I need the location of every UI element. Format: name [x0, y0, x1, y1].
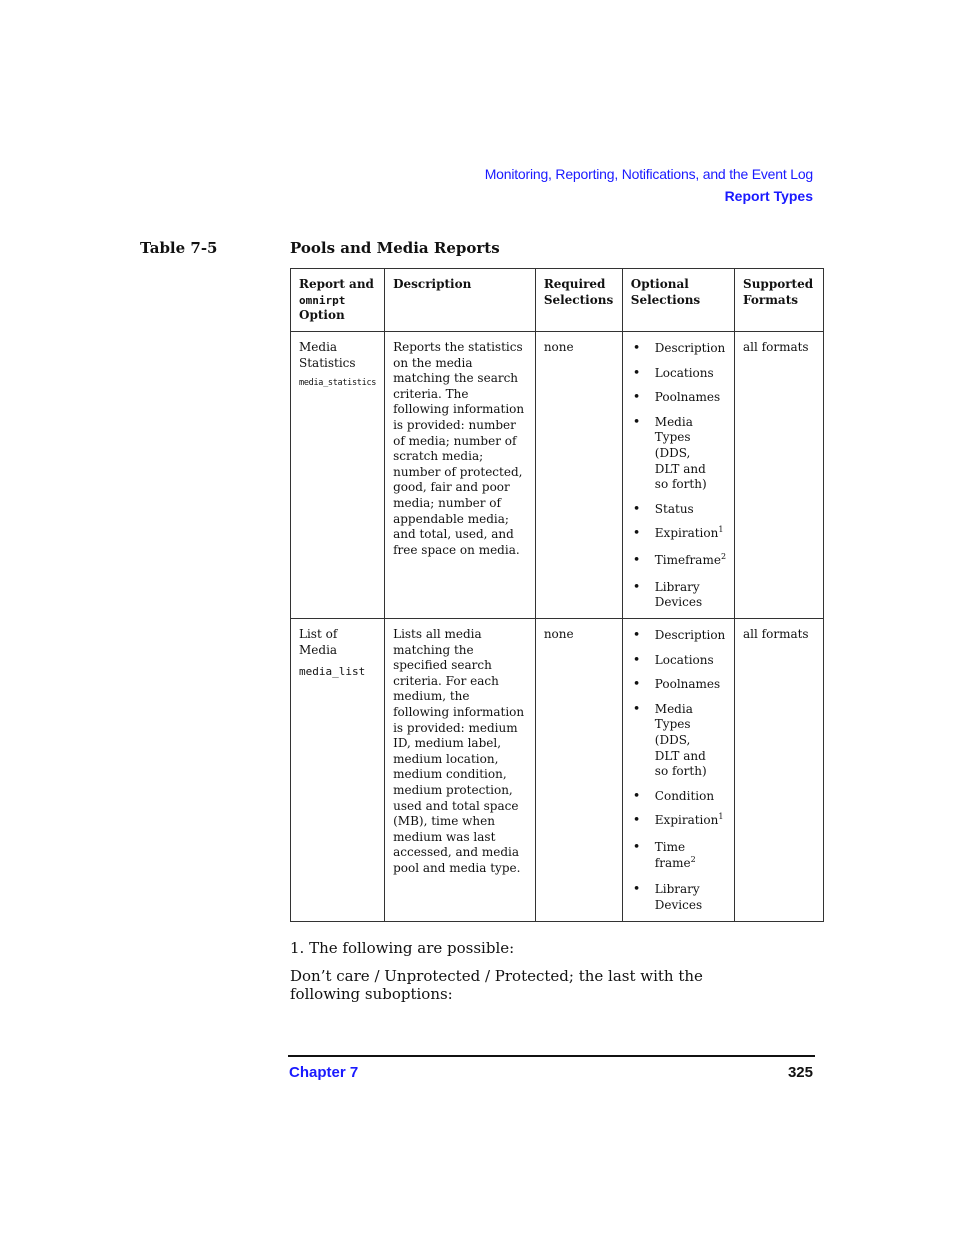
list-item: • Timeframe$^2$ [632, 551, 727, 568]
list-item: • Locations [632, 365, 714, 381]
list-item: • Expiration$^1$ [632, 812, 724, 829]
list-item: • Library Devices [632, 882, 703, 912]
description-cell: Reports the statistics on the media matching the search criteria. The following information is provided: number of media; number of scratch media; number of protected, good, fair and poor media; number of appendable media; and total, used, and free space on media. [385, 332, 536, 619]
table-row [291, 619, 824, 922]
running-header-section: Monitoring, Reporting, Notifications, and the Event Log [484, 166, 813, 182]
footer-rule [288, 1055, 815, 1057]
optional-cell [622, 619, 734, 922]
optional-cell [622, 332, 734, 619]
formats-cell: all formats [735, 332, 824, 619]
header-report-option: Report and omnirpt Option [291, 269, 385, 332]
table-header-row [291, 269, 824, 332]
footnote-1: 1. The following are possible: [290, 939, 515, 957]
optional-list [631, 628, 726, 913]
optional-list [631, 341, 726, 611]
list-item: • Media Types (DDS, DLT and so forth) [632, 701, 707, 779]
list-item: • Poolnames [632, 677, 721, 693]
table-row [291, 332, 824, 619]
list-item: • Poolnames [632, 390, 721, 406]
formats-cell: all formats [735, 619, 824, 922]
report-name-cell [291, 332, 385, 619]
list-item: • Time frame$^2$ [632, 839, 696, 870]
header-optional-selections: Optional Selections [622, 269, 734, 332]
table-title: Pools and Media Reports [290, 239, 500, 257]
list-item: • Condition [632, 788, 715, 804]
report-name: Media Statistics [299, 340, 356, 370]
header-description: Description [385, 269, 536, 332]
list-item: • Description [632, 341, 726, 356]
footer-chapter: Chapter 7 [289, 1064, 359, 1081]
required-cell: none [535, 332, 622, 619]
footnote-text: Don’t care / Unprotected / Protected; the last with the following suboptions: [290, 967, 703, 1003]
required-cell: none [535, 619, 622, 922]
description-cell: Lists all media matching the specified search criteria. For each medium, the following information is provided: medium ID, medium label, medium location, medium condition, medium protection, used and total space (MB), time when medium was last accessed, and media pool and media type. [385, 619, 536, 922]
header-required-selections: Required Selections [535, 269, 622, 332]
report-name-cell [291, 619, 385, 922]
page-number: 325 [787, 1064, 813, 1081]
pools-media-reports-table [290, 268, 824, 922]
list-item: • Description [632, 628, 726, 643]
running-header-subsection: Report Types [724, 188, 813, 204]
list-item: • Locations [632, 652, 714, 668]
report-option: media_list [299, 665, 366, 679]
header-supported-formats: Supported Formats [735, 269, 824, 332]
list-item: • Expiration$^1$ [632, 525, 724, 542]
report-option: media_statistics [299, 378, 377, 389]
list-item: • Media Types (DDS, DLT and so forth) [632, 414, 707, 492]
list-item: • Library Devices [632, 579, 703, 610]
list-item: • Status [632, 501, 694, 517]
report-name: List of Media [299, 627, 338, 657]
table-number: Table 7-5 [140, 239, 218, 257]
